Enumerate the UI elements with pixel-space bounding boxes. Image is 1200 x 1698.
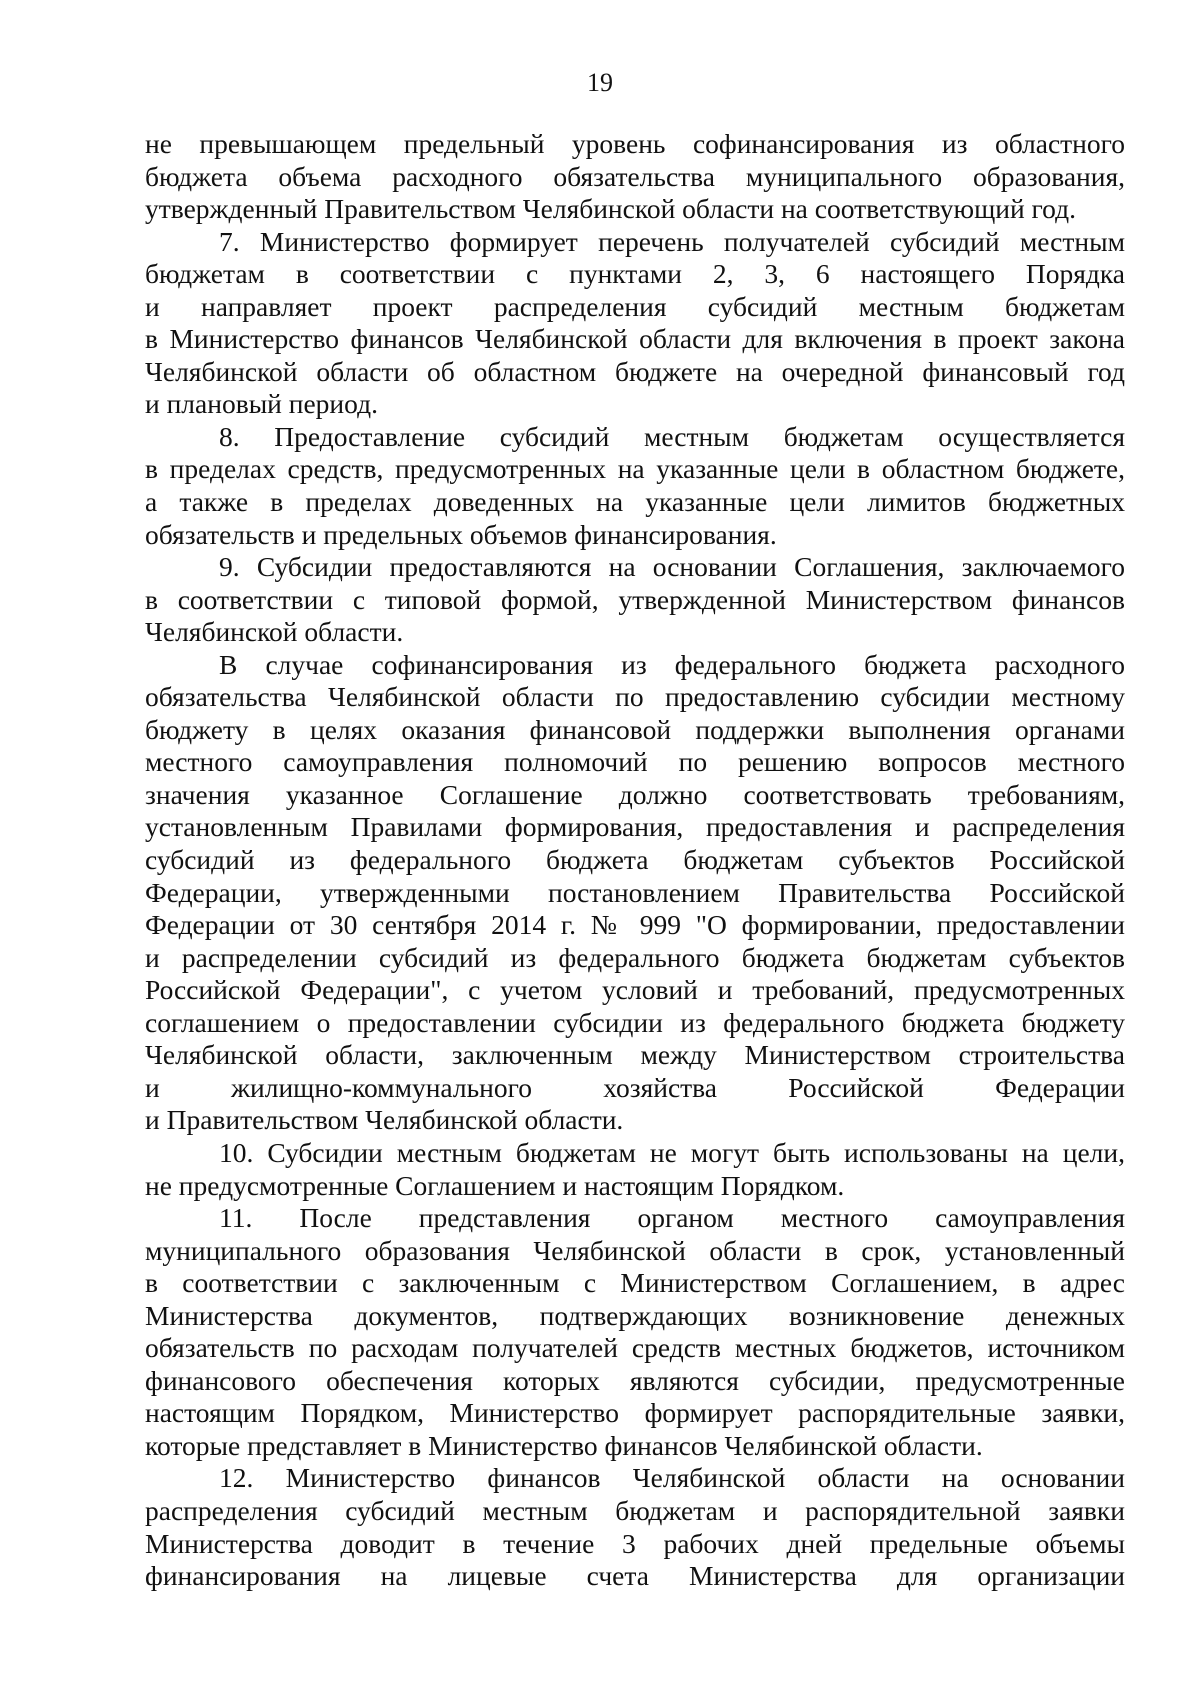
text-line: субсидий из федерального бюджета бюджетам субъектов Российской [145, 844, 1125, 876]
text-line: обязательств и предельных объемов финансирования. [145, 518, 777, 550]
text-line: местного самоуправления полномочий по решению вопросов местного [145, 746, 1125, 778]
text-line: 7. Министерство формирует перечень получателей субсидий местным [219, 225, 1125, 257]
text-line: В случае софинансирования из федерального бюджета расходного [219, 648, 1125, 680]
text-line: бюджетам в соответствии с пунктами 2, 3, 6 настоящего Порядка [145, 258, 1125, 290]
text-line: Федерации, утвержденными постановлением Правительства Российской [145, 876, 1125, 908]
text-line: не превышающем предельный уровень софинансирования из областного [145, 128, 1125, 159]
text-line: Федерации от 30 сентября 2014 г. № 999 "О формировании, предоставлении [145, 909, 1125, 941]
text-line: Челябинской области об областном бюджете на очередной финансовый год [145, 355, 1125, 387]
text-line: установленным Правилами формирования, предоставления и распределения [145, 811, 1125, 843]
text-line: муниципального образования Челябинской области в срок, установленный [145, 1234, 1125, 1266]
text-line: настоящим Порядком, Министерство формирует распорядительные заявки, [145, 1397, 1125, 1429]
text-line: и жилищно-коммунального хозяйства Российской Федерации [145, 1071, 1125, 1103]
text-line: финансирования на лицевые счета Министерства для организации [145, 1560, 1125, 1592]
text-line: Российской Федерации", с учетом условий и требований, предусмотренных [145, 974, 1125, 1006]
text-line: обязательств по расходам получателей средств местных бюджетов, источником [145, 1332, 1125, 1364]
document-body [145, 128, 1125, 1593]
text-line: и плановый период. [145, 388, 378, 420]
text-line: Челябинской области. [145, 616, 404, 648]
text-line: бюджету в целях оказания финансовой поддержки выполнения органами [145, 713, 1125, 745]
text-line: обязательства Челябинской области по предоставлению субсидии местному [145, 681, 1125, 713]
text-line: финансового обеспечения которых являются субсидии, предусмотренные [145, 1364, 1125, 1396]
text-line: 9. Субсидии предоставляются на основании Соглашения, заключаемого [219, 551, 1125, 583]
text-line: в соответствии с заключенным с Министерством Соглашением, в адрес [145, 1267, 1125, 1299]
text-line: и направляет проект распределения субсидий местным бюджетам [145, 290, 1125, 322]
text-line: утвержденный Правительством Челябинской области на соответствующий год. [145, 193, 1076, 225]
text-line: бюджета объема расходного обязательства муниципального образования, [145, 160, 1125, 192]
text-line: распределения субсидий местным бюджетам и распорядительной заявки [145, 1494, 1125, 1526]
text-line: 12. Министерство финансов Челябинской области на основании [219, 1462, 1125, 1494]
page-number: 19 [587, 68, 613, 97]
text-line: 8. Предоставление субсидий местным бюджетам осуществляется [219, 420, 1125, 452]
text-line: и распределении субсидий из федерального бюджета бюджетам субъектов [145, 941, 1125, 973]
text-line: Челябинской области, заключенным между Министерством строительства [145, 1039, 1125, 1071]
text-line: в Министерство финансов Челябинской области для включения в проект закона [145, 323, 1125, 355]
text-line: в соответствии с типовой формой, утвержденной Министерством финансов [145, 583, 1125, 615]
text-line: 11. После представления органом местного самоуправления [219, 1202, 1125, 1234]
text-line: не предусмотренные Соглашением и настоящим Порядком. [145, 1169, 845, 1201]
text-line: Министерства документов, подтверждающих возникновение денежных [145, 1299, 1125, 1331]
text-line: 10. Субсидии местным бюджетам не могут быть использованы на цели, [219, 1136, 1125, 1168]
text-line: а также в пределах доведенных на указанные цели лимитов бюджетных [145, 486, 1125, 518]
text-line: и Правительством Челябинской области. [145, 1104, 624, 1136]
text-line: Министерства доводит в течение 3 рабочих дней предельные объемы [145, 1527, 1125, 1559]
text-line: значения указанное Соглашение должно соответствовать требованиям, [145, 778, 1125, 810]
text-line: в пределах средств, предусмотренных на указанные цели в областном бюджете, [145, 453, 1125, 485]
text-line: которые представляет в Министерство финансов Челябинской области. [145, 1429, 983, 1461]
text-line: соглашением о предоставлении субсидии из федерального бюджета бюджету [145, 1006, 1125, 1038]
